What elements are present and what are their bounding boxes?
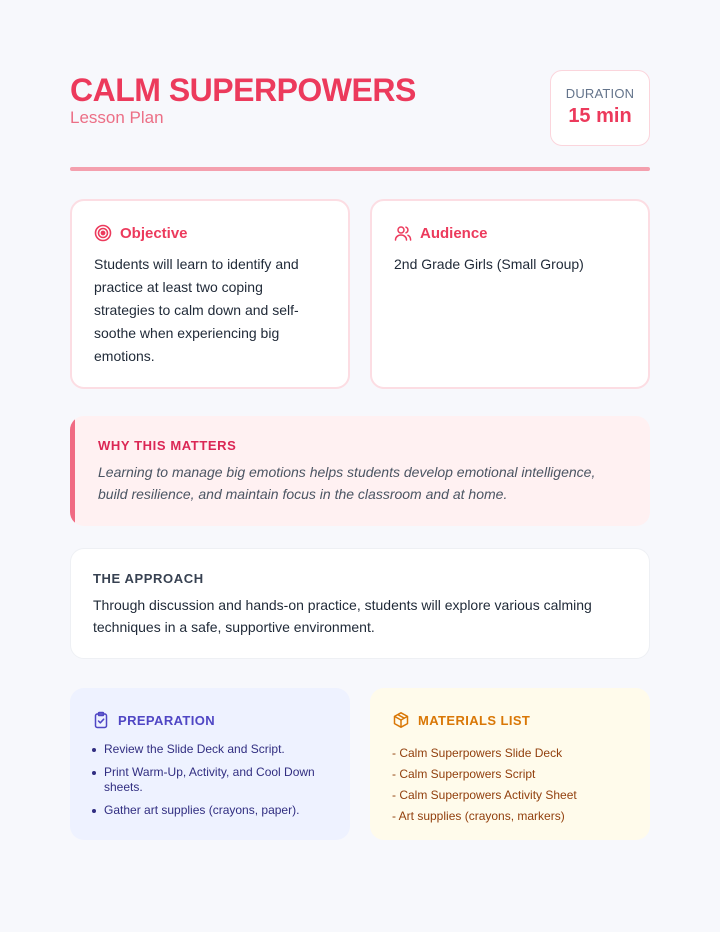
- duration-value: 15 min: [568, 105, 632, 127]
- materials-list: [392, 743, 628, 827]
- list-item: Gather art supplies (crayons, paper).: [92, 803, 328, 818]
- preparation-card: [70, 688, 350, 840]
- list-item: - Calm Superpowers Slide Deck: [392, 746, 563, 760]
- materials-card: [370, 688, 650, 840]
- materials-heading: MATERIALS LIST: [418, 712, 531, 728]
- approach-card: [70, 548, 650, 659]
- page-subtitle: Lesson Plan: [70, 108, 164, 127]
- header: [70, 70, 650, 150]
- list-item: Print Warm-Up, Activity, and Cool Down sheets.: [92, 765, 328, 795]
- box-icon: [392, 711, 410, 729]
- list-item: - Calm Superpowers Script: [392, 767, 536, 781]
- why-this-matters-callout: [70, 416, 650, 526]
- why-heading: WHY THIS MATTERS: [98, 438, 237, 453]
- list-item: - Art supplies (crayons, markers): [392, 809, 565, 823]
- preparation-list: [92, 742, 328, 818]
- audience-heading: Audience: [420, 224, 488, 242]
- audience-card: [370, 199, 650, 389]
- preparation-heading: PREPARATION: [118, 712, 216, 728]
- objective-text: Students will learn to identify and practice at least two coping strategies to calm down and self-soothe when experiencing big emotions.: [94, 256, 299, 364]
- approach-heading: THE APPROACH: [93, 571, 204, 586]
- list-item: Review the Slide Deck and Script.: [92, 742, 328, 757]
- why-text: Learning to manage big emotions helps students develop emotional intelligence, build resilience, and maintain focus in the classroom and at home.: [98, 464, 596, 502]
- clipboard-check-icon: [92, 711, 110, 729]
- page-title: CALM SUPERPOWERS: [70, 72, 416, 108]
- list-item: - Calm Superpowers Activity Sheet: [392, 788, 577, 802]
- audience-text: 2nd Grade Girls (Small Group): [394, 256, 584, 272]
- approach-text: Through discussion and hands-on practice, students will explore various calming techniques in a safe, supportive environment.: [93, 597, 592, 635]
- target-icon: [94, 224, 112, 242]
- users-icon: [394, 224, 412, 242]
- objective-heading: Objective: [120, 224, 188, 242]
- duration-badge: [550, 70, 650, 146]
- objective-card: [70, 199, 350, 389]
- duration-label: DURATION: [565, 86, 635, 101]
- header-divider: [70, 167, 650, 171]
